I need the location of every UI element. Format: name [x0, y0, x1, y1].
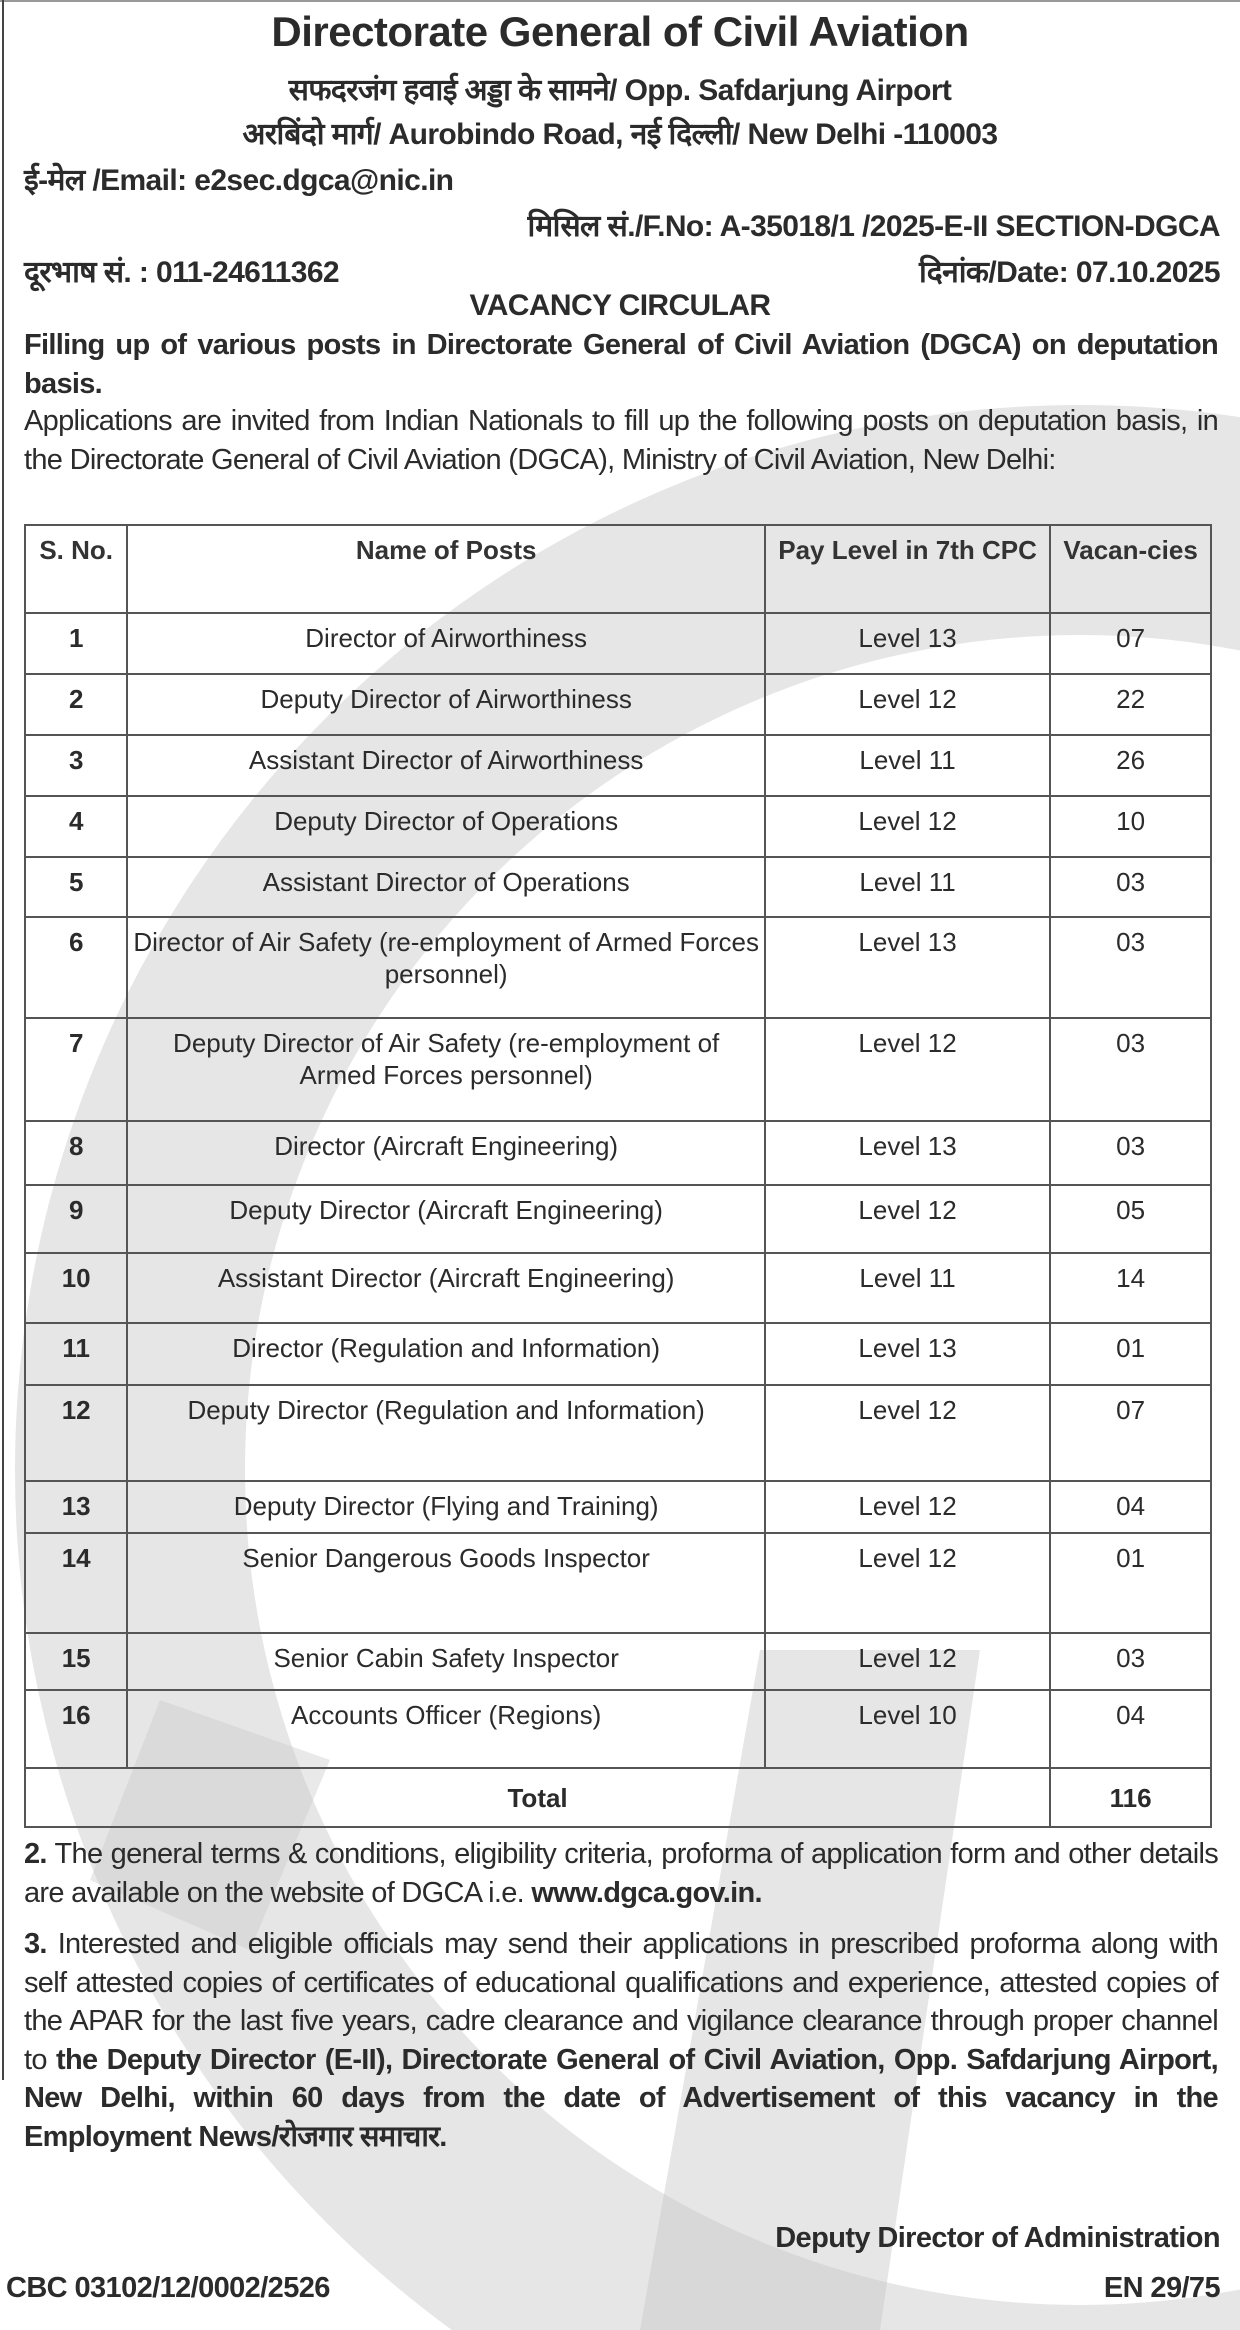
- row-sno: 10: [25, 1253, 127, 1323]
- table-row: [25, 1018, 1211, 1121]
- row-vacancies: 14: [1050, 1253, 1211, 1323]
- row-vacancies: 01: [1050, 1533, 1211, 1633]
- row-pay-level: Level 10: [765, 1690, 1050, 1768]
- row-sno: 4: [25, 796, 127, 857]
- top-border: [0, 0, 1240, 2]
- signatory: Deputy Director of Administration: [775, 2222, 1220, 2254]
- row-pay-level: Level 11: [765, 735, 1050, 796]
- row-pay-level: Level 13: [765, 1121, 1050, 1185]
- paragraph-3-text: Interested and eligible officials may send their applications in prescribed proforma along with self attested copies of certificates of educational qualifications and experience, attested copies of the APAR for the last five years, cadre clearance and vigilance clearance through proper channel to: [24, 1928, 1218, 2076]
- row-post-name: Assistant Director (Aircraft Engineering): [127, 1253, 765, 1323]
- row-post-name: Deputy Director (Regulation and Information): [127, 1385, 765, 1481]
- table-row: [25, 1253, 1211, 1323]
- row-sno: 9: [25, 1185, 127, 1253]
- file-number: मिसिल सं./F.No: A-35018/1 /2025-E-II SECTION-DGCA: [527, 210, 1220, 243]
- table-row: [25, 613, 1211, 674]
- org-title: Directorate General of Civil Aviation: [271, 8, 969, 55]
- en-code: EN 29/75: [1103, 2272, 1220, 2304]
- date: दिनांक/Date: 07.10.2025: [919, 256, 1220, 289]
- table-row: [25, 1533, 1211, 1633]
- table-row: [25, 1121, 1211, 1185]
- row-pay-level: Level 13: [765, 613, 1050, 674]
- row-post-name: Senior Dangerous Goods Inspector: [127, 1533, 765, 1633]
- row-sno: 6: [25, 917, 127, 1018]
- row-vacancies: 22: [1050, 674, 1211, 735]
- circular-intro: Applications are invited from Indian Nationals to fill up the following posts on deputation basis, in the Directorate General of Civil Aviation (DGCA), Ministry of Civil Aviation, New Delhi:: [24, 405, 1218, 476]
- row-pay-level: Level 13: [765, 1323, 1050, 1385]
- row-sno: 1: [25, 613, 127, 674]
- row-sno: 5: [25, 857, 127, 917]
- circular-subject: Filling up of various posts in Directorate General of Civil Aviation (DGCA) on deputation basis.: [24, 329, 1218, 400]
- row-post-name: Deputy Director of Airworthiness: [127, 674, 765, 735]
- row-sno: 11: [25, 1323, 127, 1385]
- row-post-name: Director of Airworthiness: [127, 613, 765, 674]
- dgca-website-link[interactable]: www.dgca.gov.in.: [531, 1876, 762, 1909]
- row-sno: 3: [25, 735, 127, 796]
- table-row: [25, 1385, 1211, 1481]
- row-sno: 7: [25, 1018, 127, 1121]
- row-pay-level: Level 12: [765, 1533, 1050, 1633]
- table-header-row: [25, 525, 1211, 613]
- row-vacancies: 04: [1050, 1481, 1211, 1533]
- row-post-name: Assistant Director of Airworthiness: [127, 735, 765, 796]
- row-sno: 12: [25, 1385, 127, 1481]
- table-row: [25, 917, 1211, 1018]
- row-post-name: Deputy Director of Air Safety (re-employment of Armed Forces personnel): [127, 1018, 765, 1121]
- row-post-name: Deputy Director of Operations: [127, 796, 765, 857]
- row-post-name: Director of Air Safety (re-employment of Armed Forces personnel): [127, 917, 765, 1018]
- table-row: [25, 1481, 1211, 1533]
- row-pay-level: Level 12: [765, 1185, 1050, 1253]
- total-value: 116: [1050, 1768, 1211, 1827]
- circular-heading: VACANCY CIRCULAR: [469, 289, 771, 322]
- row-vacancies: 07: [1050, 1385, 1211, 1481]
- row-vacancies: 05: [1050, 1185, 1211, 1253]
- address-line-2: अरबिंदो मार्ग/ Aurobindo Road, नई दिल्ली/ New Delhi -110003: [242, 118, 998, 151]
- row-post-name: Director (Regulation and Information): [127, 1323, 765, 1385]
- phone-number: दूरभाष सं. : 011-24611362: [24, 256, 340, 289]
- paragraph-2-number: 2.: [24, 1838, 47, 1870]
- table-row: [25, 1185, 1211, 1253]
- row-vacancies: 03: [1050, 1121, 1211, 1185]
- total-row: [25, 1768, 1211, 1827]
- address-line-1: सफदरजंग हवाई अड्डा के सामने/ Opp. Safdarjung Airport: [288, 74, 952, 107]
- row-pay-level: Level 12: [765, 674, 1050, 735]
- row-pay-level: Level 12: [765, 1018, 1050, 1121]
- header-vacancies: Vacan-cies: [1050, 525, 1211, 613]
- email: ई-मेल /Email: e2sec.dgca@nic.in: [24, 164, 454, 197]
- table-row: [25, 1690, 1211, 1768]
- paragraph-3-number: 3.: [24, 1928, 47, 1960]
- row-post-name: Director (Aircraft Engineering): [127, 1121, 765, 1185]
- row-post-name: Accounts Officer (Regions): [127, 1690, 765, 1768]
- paragraph-3: [24, 1925, 1218, 2156]
- header-sno: S. No.: [25, 525, 127, 613]
- row-vacancies: 03: [1050, 1018, 1211, 1121]
- paragraph-2-text: The general terms & conditions, eligibility criteria, proforma of application form and other details are available on the website of DGCA i.e.: [24, 1838, 1218, 1909]
- row-sno: 2: [25, 674, 127, 735]
- row-vacancies: 10: [1050, 796, 1211, 857]
- row-sno: 15: [25, 1633, 127, 1690]
- row-post-name: Deputy Director (Aircraft Engineering): [127, 1185, 765, 1253]
- row-sno: 8: [25, 1121, 127, 1185]
- row-pay-level: Level 11: [765, 857, 1050, 917]
- row-sno: 16: [25, 1690, 127, 1768]
- row-post-name: Deputy Director (Flying and Training): [127, 1481, 765, 1533]
- table-row: [25, 1633, 1211, 1690]
- row-vacancies: 07: [1050, 613, 1211, 674]
- row-pay-level: Level 12: [765, 1385, 1050, 1481]
- row-vacancies: 26: [1050, 735, 1211, 796]
- row-pay-level: Level 12: [765, 1481, 1050, 1533]
- total-label: Total: [25, 1768, 1050, 1827]
- row-vacancies: 01: [1050, 1323, 1211, 1385]
- table-row: [25, 674, 1211, 735]
- row-pay-level: Level 12: [765, 1633, 1050, 1690]
- table-row: [25, 796, 1211, 857]
- row-pay-level: Level 12: [765, 796, 1050, 857]
- table-row: [25, 735, 1211, 796]
- row-vacancies: 03: [1050, 857, 1211, 917]
- table-row: [25, 857, 1211, 917]
- paragraph-3-address: the Deputy Director (E-II), Directorate General of Civil Aviation, Opp. Safdarjung Airport, New Delhi, within 60 days from the date of Advertisement of this vacancy in the Employment News/रोजगार समाचार.: [24, 2043, 1218, 2153]
- header-name: Name of Posts: [127, 525, 765, 613]
- header-pay-level: Pay Level in 7th CPC: [765, 525, 1050, 613]
- cbc-code: CBC 03102/12/0002/2526: [6, 2272, 330, 2304]
- table-row: [25, 1323, 1211, 1385]
- row-sno: 14: [25, 1533, 127, 1633]
- paragraph-2: [24, 1835, 1218, 1912]
- row-vacancies: 04: [1050, 1690, 1211, 1768]
- row-sno: 13: [25, 1481, 127, 1533]
- row-post-name: Senior Cabin Safety Inspector: [127, 1633, 765, 1690]
- vacancy-table: [24, 524, 1212, 1828]
- row-post-name: Assistant Director of Operations: [127, 857, 765, 917]
- row-pay-level: Level 13: [765, 917, 1050, 1018]
- row-vacancies: 03: [1050, 917, 1211, 1018]
- row-pay-level: Level 11: [765, 1253, 1050, 1323]
- row-vacancies: 03: [1050, 1633, 1211, 1690]
